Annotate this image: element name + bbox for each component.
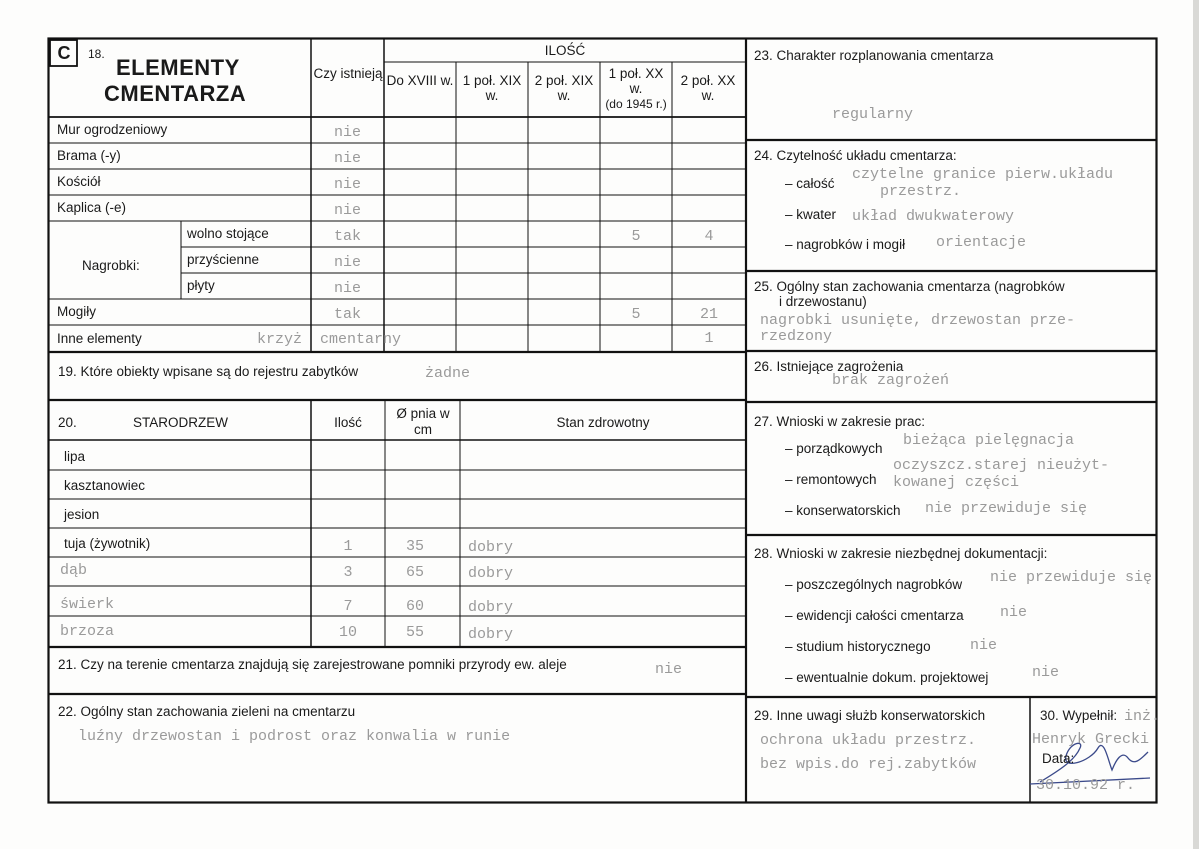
- row-label-mur: Mur ogrodzeniowy: [57, 122, 168, 137]
- s18-col-xx2: 2 poł. XX w.: [680, 73, 736, 103]
- tree-name-tuja: tuja (żywotnik): [64, 536, 151, 551]
- s22-value: luźny drzewostan i podrost oraz konwalia w runie: [78, 728, 511, 745]
- s28-item-label-1: – ewidencji całości cmentarza: [785, 608, 964, 623]
- row-label-brama: Brama (-y): [57, 148, 121, 163]
- s24-calosc-value2: przestrz.: [880, 183, 962, 200]
- tree-qty-tuja: 1: [343, 538, 353, 555]
- row-label-kosciol: Kościół: [57, 174, 101, 189]
- s25-value2: rzedzony: [760, 328, 833, 345]
- nagrobki-label: Nagrobki:: [82, 258, 140, 273]
- row-inne-value-a: krzyż: [257, 331, 303, 348]
- s18-col-xviii: Do XVIII w.: [386, 73, 454, 88]
- s30-date-label: Data:: [1042, 751, 1075, 766]
- s20-col-ilosc: Ilość: [334, 415, 362, 430]
- row-label-plyty: płyty: [187, 278, 215, 293]
- s26-label: 26. Istniejące zagrożenia: [754, 359, 904, 374]
- s27-porz-value: bieżąca pielęgnacja: [903, 432, 1075, 449]
- row-czy-przyscienne: nie: [333, 254, 361, 271]
- s18-col-czy: Czy istnieją: [313, 66, 383, 81]
- tree-qty-swierk: 7: [343, 598, 353, 615]
- s25-label2: i drzewostanu): [779, 294, 867, 309]
- row-czy-mogily: tak: [333, 306, 361, 323]
- s24-nagrobkow-label: – nagrobków i mogił: [785, 237, 906, 252]
- tree-stan-brzoza: dobry: [468, 626, 514, 643]
- row-czy-wolno: tak: [333, 228, 361, 245]
- row-czy-plyty: nie: [333, 280, 361, 297]
- tree-dia-dab: 65: [405, 564, 424, 581]
- s28-item-value-3: nie: [1032, 664, 1060, 681]
- s24-kwater-value: układ dwukwaterowy: [852, 208, 1015, 225]
- s20-col-stan: Stan zdrowotny: [556, 415, 650, 430]
- s18-number: 18.: [88, 47, 105, 61]
- s27-kons-value: nie przewiduje się: [925, 500, 1088, 517]
- s30-date-value: 30.10.92 r.: [1036, 777, 1136, 794]
- row-xx2-inne: 1: [704, 330, 714, 347]
- s27-rem-value1: oczyszcz.starej nieużyt-: [893, 457, 1110, 474]
- tree-name-brzoza: brzoza: [60, 623, 115, 640]
- s29-value2: bez wpis.do rej.zabytków: [760, 756, 977, 773]
- s18-title-line2: CMENTARZA: [104, 81, 247, 106]
- tree-dia-swierk: 60: [405, 598, 424, 615]
- s29-label: 29. Inne uwagi służb konserwatorskich: [754, 708, 986, 723]
- s21-label: 21. Czy na terenie cmentarza znajdują się zarejestrowane pomniki przyrody ew. aleje: [58, 657, 567, 672]
- s18-col-xix2: 2 poł. XIX w.: [534, 73, 594, 103]
- s22-label: 22. Ogólny stan zachowania zieleni na cmentarzu: [58, 704, 356, 719]
- s30-value2: Henryk Grecki: [1032, 731, 1150, 748]
- s20-number: 20.: [58, 415, 77, 430]
- row-label-mogily: Mogiły: [57, 304, 97, 319]
- tree-qty-dab: 3: [343, 564, 353, 581]
- s26-value: brak zagrożeń: [832, 372, 950, 389]
- s28-item-value-2: nie: [970, 637, 998, 654]
- s23-value: regularny: [832, 106, 914, 123]
- s28-item-value-0: nie przewiduje się: [990, 569, 1153, 586]
- row-label-kaplica: Kaplica (-e): [57, 200, 127, 215]
- s30-label: 30. Wypełnił:: [1040, 708, 1118, 723]
- s27-rem-value2: kowanej części: [893, 474, 1020, 491]
- row-xx2-mogily: 21: [699, 306, 718, 323]
- s20-title: STARODRZEW: [133, 415, 228, 430]
- s28-item-value-1: nie: [1000, 604, 1028, 621]
- s28-item-label-2: – studium historycznego: [785, 639, 931, 654]
- s24-calosc-value1: czytelne granice pierw.układu: [852, 166, 1114, 183]
- s24-label: 24. Czytelność układu cmentarza:: [754, 148, 957, 163]
- s25-value1: nagrobki usunięte, drzewostan prze-: [760, 312, 1076, 329]
- s18-col-xx1-note: (do 1945 r.): [605, 97, 667, 111]
- s18-col-xx1: 1 poł. XX w.: [608, 66, 664, 96]
- tree-dia-tuja: 35: [405, 538, 424, 555]
- s20-col-pien: Ø pnia w cm: [396, 406, 450, 437]
- s24-nagrobkow-value: orientacje: [936, 234, 1027, 251]
- s27-kons-label: – konserwatorskich: [785, 503, 901, 518]
- row-xx2-wolno: 4: [704, 228, 714, 245]
- row-czy-kaplica: nie: [333, 202, 361, 219]
- s27-porz-label: – porządkowych: [785, 441, 883, 456]
- s30-value1: inż.: [1124, 708, 1161, 725]
- row-xx1-wolno: 5: [631, 228, 641, 245]
- tree-stan-dab: dobry: [468, 565, 514, 582]
- s25-label1: 25. Ogólny stan zachowania cmentarza (nagrobków: [754, 279, 1065, 294]
- row-inne-value-b: cmentarny: [320, 331, 402, 348]
- tree-qty-brzoza: 10: [338, 624, 357, 641]
- s19-value: żadne: [425, 365, 471, 382]
- s24-kwater-label: – kwater: [785, 207, 837, 222]
- s24-calosc-label: – całość: [785, 176, 835, 191]
- s21-value: nie: [655, 661, 683, 678]
- tree-name-swierk: świerk: [60, 596, 115, 613]
- s28-label: 28. Wnioski w zakresie niezbędnej dokumentacji:: [754, 546, 1048, 561]
- row-label-inne: Inne elementy: [57, 331, 142, 346]
- tree-name-kasztanowiec: kasztanowiec: [64, 478, 146, 493]
- s23-label: 23. Charakter rozplanowania cmentarza: [754, 48, 994, 63]
- s27-rem-label: – remontowych: [785, 472, 877, 487]
- tree-dia-brzoza: 55: [405, 624, 424, 641]
- row-label-przyscienne: przyścienne: [187, 252, 260, 267]
- s18-title-line1: ELEMENTY: [116, 55, 240, 80]
- row-czy-brama: nie: [333, 150, 361, 167]
- row-czy-mur: nie: [333, 124, 361, 141]
- s28-item-label-0: – poszczególnych nagrobków: [785, 577, 963, 592]
- tree-stan-tuja: dobry: [468, 539, 514, 556]
- row-xx1-mogily: 5: [631, 306, 641, 323]
- s18-col-ilosc: ILOŚĆ: [544, 43, 586, 58]
- s28-item-label-3: – ewentualnie dokum. projektowej: [785, 670, 989, 685]
- tree-stan-swierk: dobry: [468, 599, 514, 616]
- s19-label: 19. Które obiekty wpisane są do rejestru zabytków: [58, 364, 359, 379]
- tree-name-lipa: lipa: [64, 449, 86, 464]
- s18-col-xix1: 1 poł. XIX w.: [462, 73, 522, 103]
- s27-label: 27. Wnioski w zakresie prac:: [754, 414, 926, 429]
- tree-name-jesion: jesion: [64, 507, 100, 522]
- tree-name-dab: dąb: [60, 562, 88, 579]
- section-letter: C: [57, 43, 71, 63]
- row-label-wolno: wolno stojące: [187, 226, 269, 241]
- row-czy-kosciol: nie: [333, 176, 361, 193]
- s29-value1: ochrona układu przestrz.: [760, 732, 977, 749]
